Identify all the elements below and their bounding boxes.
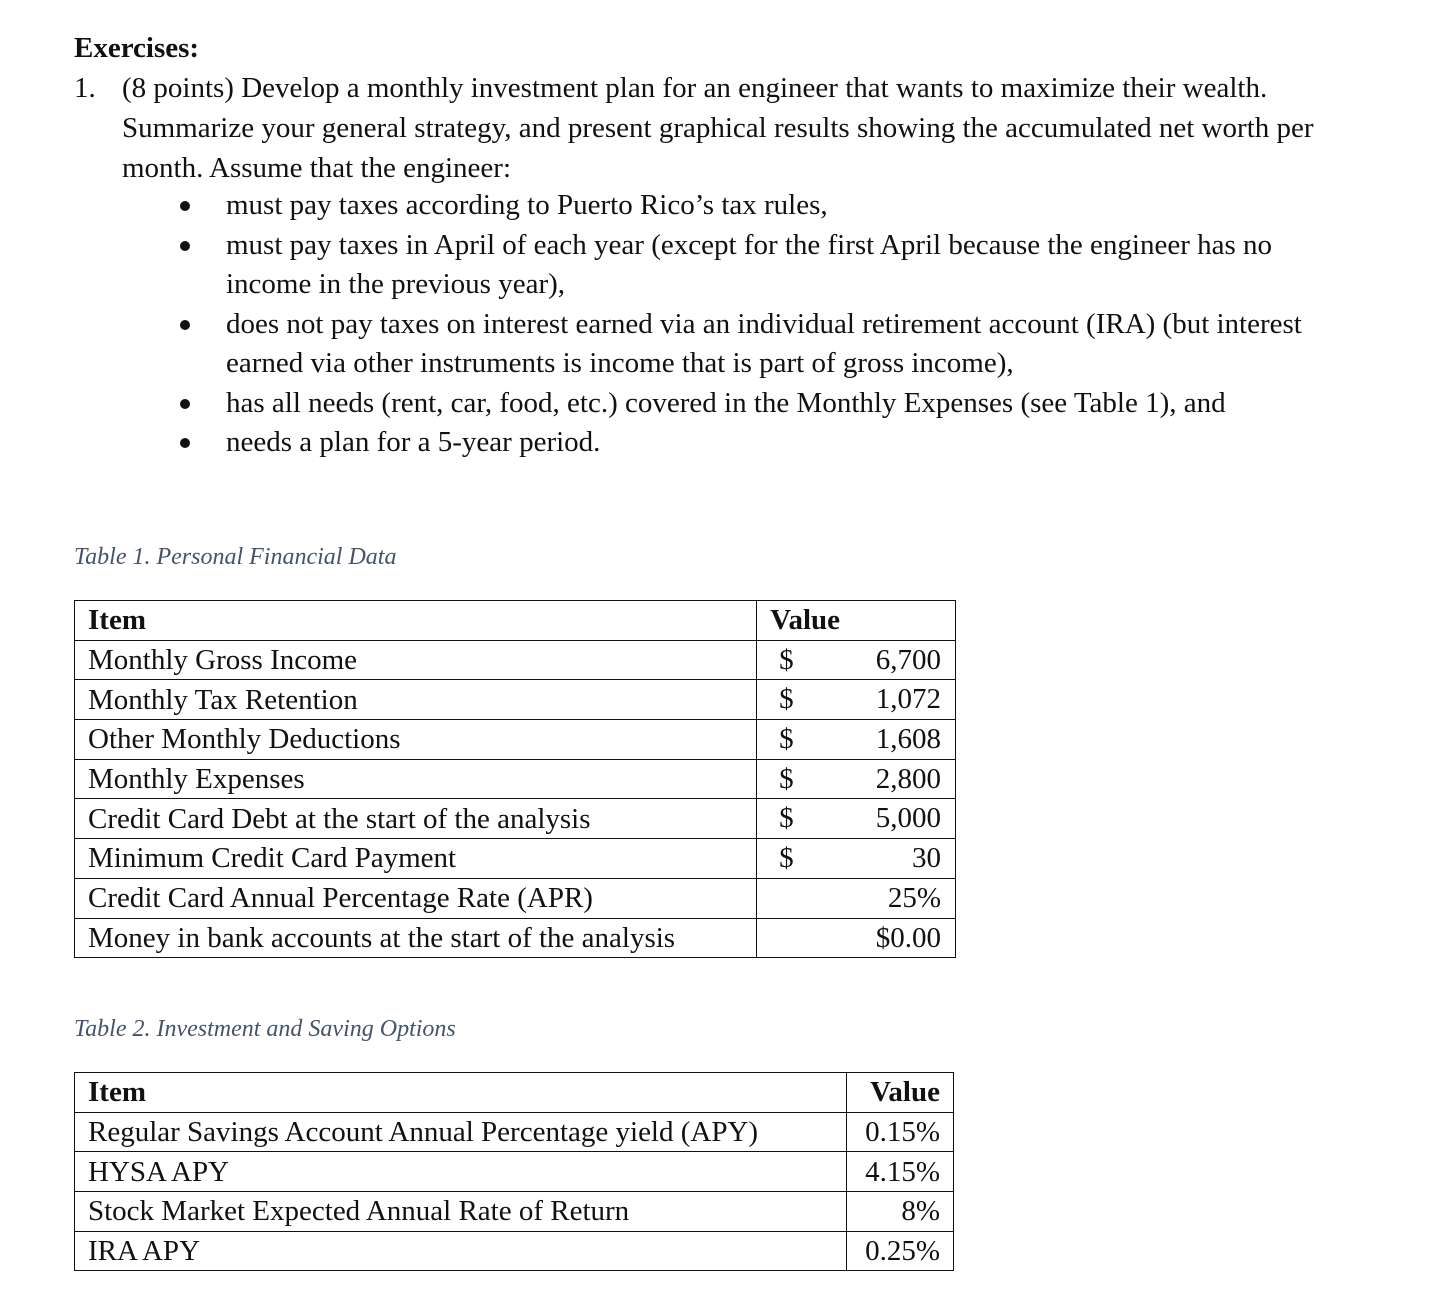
currency-symbol: $ [779,802,794,835]
amount: 1,608 [875,723,941,756]
assumption-item [172,186,1332,226]
assumption-text: needs a plan for a 5-year period. [226,426,601,458]
currency-symbol: $ [779,723,794,756]
table-row [75,878,956,918]
assumption-item [172,305,1332,384]
column-header-item: Item [75,601,757,641]
row-value: 8% [847,1192,954,1232]
currency-symbol: $ [779,762,794,795]
table-row [75,759,956,799]
row-item: Monthly Expenses [75,759,757,799]
assumption-item [172,423,1332,463]
exercise-prompt: (8 points) Develop a monthly investment plan for an engineer that wants to maximize their wealth. Summarize your general strategy, and present graphical results showing the accumulated net worth per month. Assume that the engineer: [122,72,1314,184]
row-item: Stock Market Expected Annual Rate of Return [75,1192,847,1232]
assumption-item [172,226,1332,305]
assumption-text: does not pay taxes on interest earned via an individual retirement account (IRA) (but interest earned via other instruments is income that is part of gross income), [226,307,1302,379]
bullet-icon [180,438,190,448]
row-value: 0.25% [847,1231,954,1271]
amount: 25% [887,881,941,914]
row-value [757,720,956,760]
row-value [757,918,956,958]
table-row [75,1231,954,1271]
table-row [75,720,956,760]
row-item: IRA APY [75,1231,847,1271]
investment-options-table [74,1072,954,1271]
table-row [75,640,956,680]
assumption-item [172,384,1332,424]
table-row [75,839,956,879]
currency-symbol: $ [779,842,794,875]
assumption-list [172,186,1332,463]
row-value [757,680,956,720]
row-item: Other Monthly Deductions [75,720,757,760]
row-value: 0.15% [847,1112,954,1152]
row-item: Regular Savings Account Annual Percentage yield (APY) [75,1112,847,1152]
table-row [75,1112,954,1152]
table-header-row [75,1073,954,1113]
table-header-row [75,601,956,641]
bullet-icon [180,241,190,251]
row-value [757,799,956,839]
row-item: Credit Card Annual Percentage Rate (APR) [75,878,757,918]
amount: 5,000 [875,802,941,835]
row-value [757,759,956,799]
table-row [75,918,956,958]
amount: 6,700 [875,643,941,676]
assumption-text: has all needs (rent, car, food, etc.) covered in the Monthly Expenses (see Table 1), and [226,386,1226,419]
personal-financial-data-table [74,600,956,958]
row-item: Money in bank accounts at the start of the analysis [75,918,757,958]
table2-caption: Table 2. Investment and Saving Options [74,1016,456,1042]
table1-caption: Table 1. Personal Financial Data [74,544,397,570]
currency-symbol: $ [779,683,794,716]
amount: $0.00 [875,921,941,954]
assumption-text: must pay taxes according to Puerto Rico’s tax rules, [226,189,828,221]
row-item: Monthly Gross Income [75,640,757,680]
row-item: HYSA APY [75,1152,847,1192]
table-row [75,1192,954,1232]
bullet-icon [180,320,190,330]
row-value [757,640,956,680]
exercises-heading: Exercises: [74,32,200,64]
amount: 2,800 [875,762,941,795]
table-row [75,1152,954,1192]
row-value [757,839,956,879]
amount: 1,072 [875,683,941,716]
row-item: Minimum Credit Card Payment [75,839,757,879]
bullet-icon [180,399,190,409]
column-header-value: Value [757,601,956,641]
row-item: Credit Card Debt at the start of the analysis [75,799,757,839]
amount: 30 [912,842,941,875]
exercise-number: 1. [74,72,96,104]
column-header-value: Value [847,1073,954,1113]
row-value [757,878,956,918]
row-item: Monthly Tax Retention [75,680,757,720]
bullet-icon [180,201,190,211]
table-row [75,799,956,839]
table-row [75,680,956,720]
assumption-text: must pay taxes in April of each year (except for the first April because the engineer has no income in the previous year), [226,228,1273,300]
row-value: 4.15% [847,1152,954,1192]
column-header-item: Item [75,1073,847,1113]
currency-symbol: $ [779,643,794,676]
